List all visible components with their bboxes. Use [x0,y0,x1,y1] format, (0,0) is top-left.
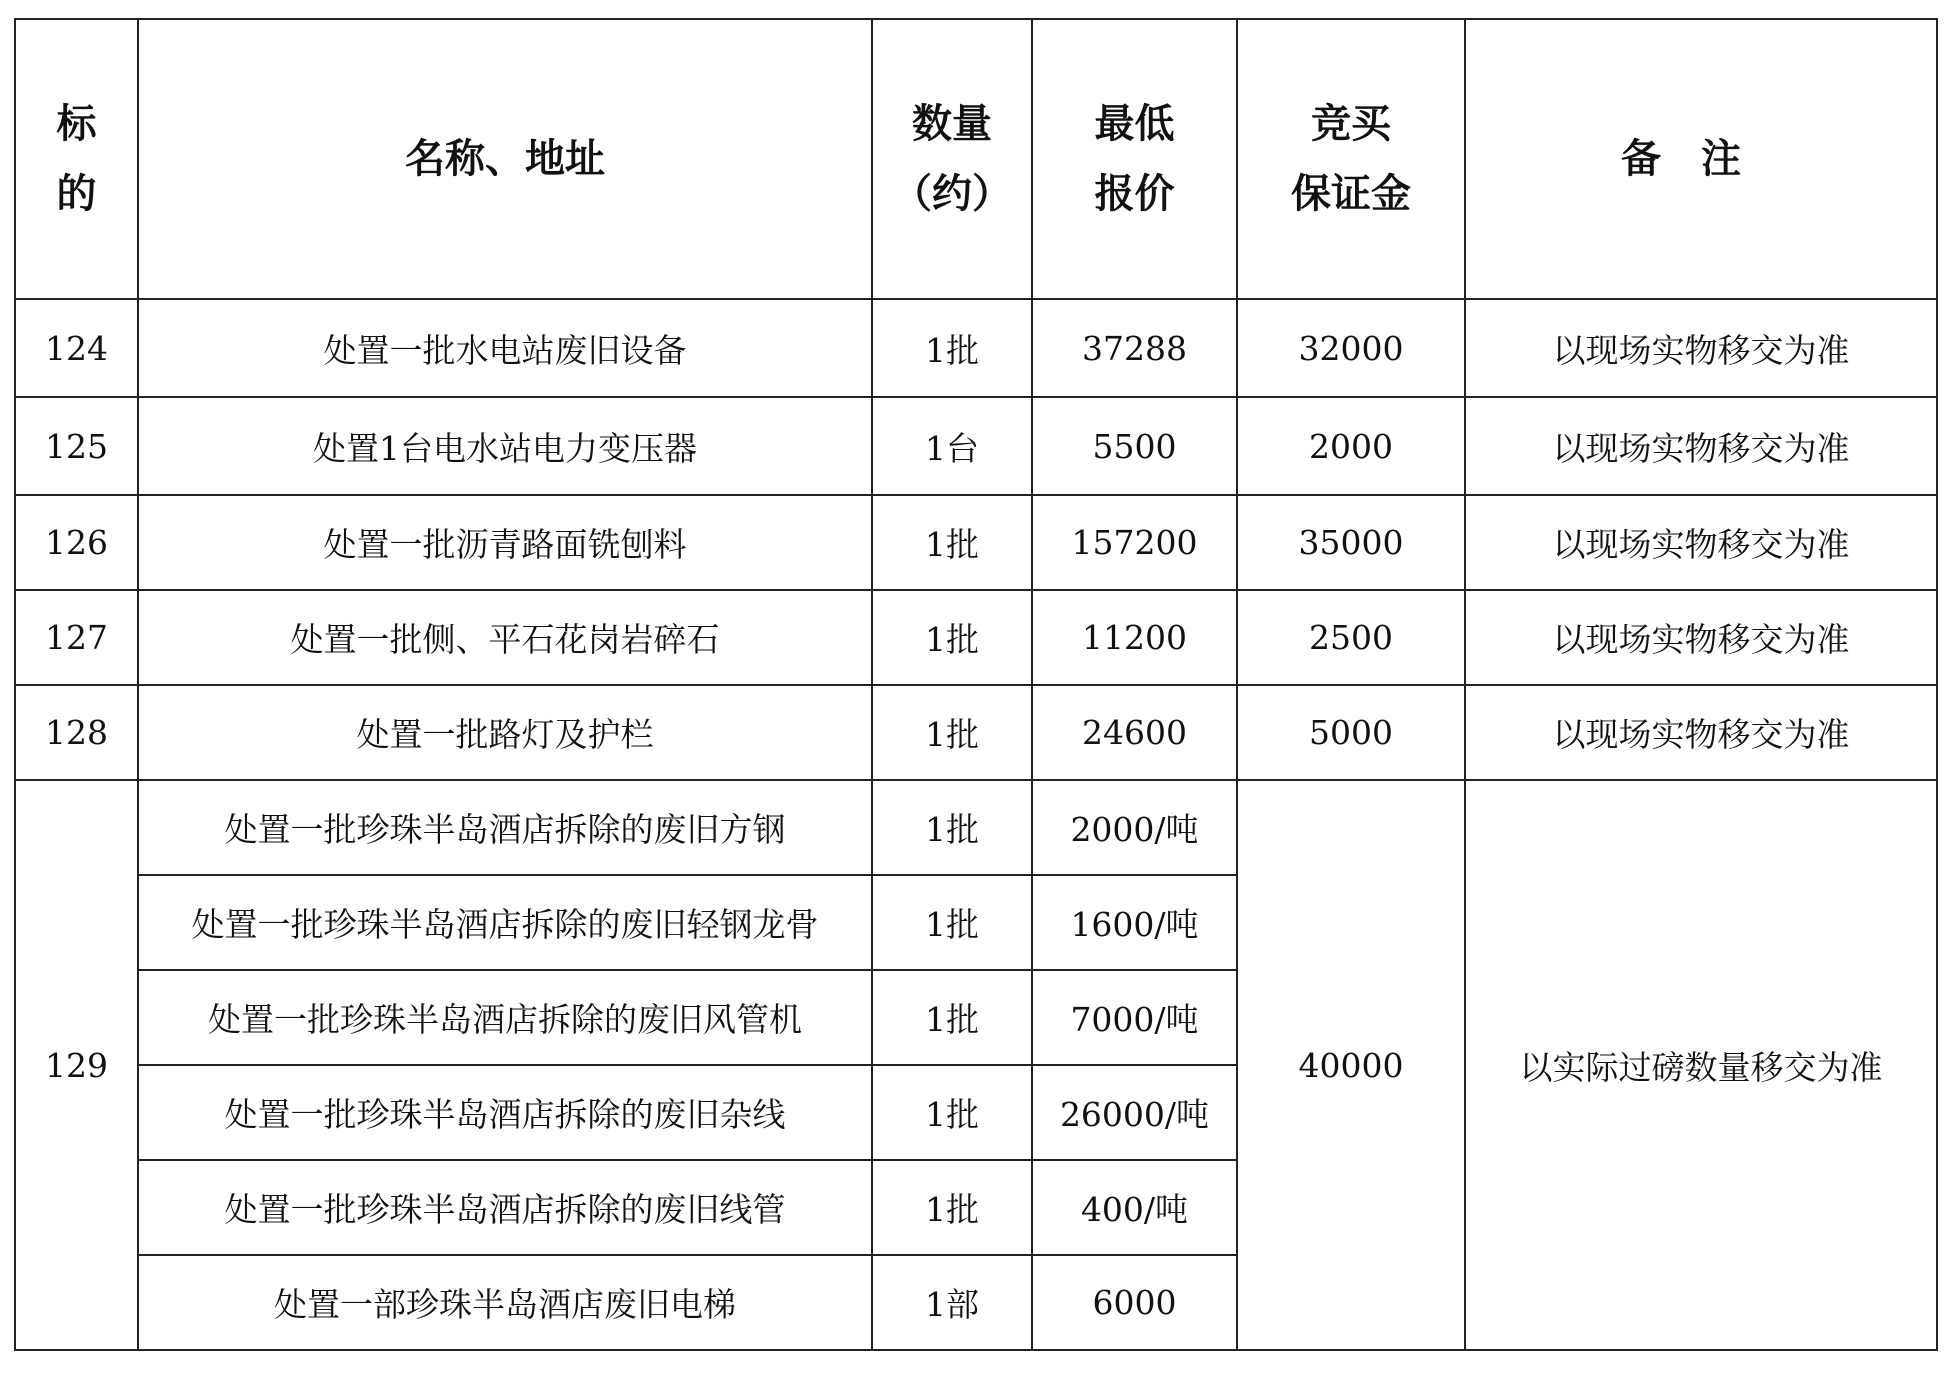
item-min-price: 1600/吨 [1032,875,1237,970]
item-memo: 以现场实物移交为准 [1465,495,1937,590]
item-quantity: 1批 [872,780,1032,875]
item-name: 处置一批沥青路面铣刨料 [138,495,872,590]
table-row [15,780,1937,875]
item-min-price: 6000 [1032,1255,1237,1350]
item-memo: 以现场实物移交为准 [1465,299,1937,397]
item-deposit: 32000 [1237,299,1465,397]
item-min-price: 37288 [1032,299,1237,397]
lot-number: 129 [15,780,138,1350]
item-memo: 以现场实物移交为准 [1465,397,1937,495]
item-min-price: 11200 [1032,590,1237,685]
header-deposit: 竞买 保证金 [1237,19,1465,299]
item-name: 处置一批珍珠半岛酒店拆除的废旧风管机 [138,970,872,1065]
item-memo: 以现场实物移交为准 [1465,685,1937,780]
table-row [15,590,1937,685]
item-name: 处置一批侧、平石花岗岩碎石 [138,590,872,685]
item-name: 处置一批水电站废旧设备 [138,299,872,397]
table-header-row [15,19,1937,299]
item-quantity: 1批 [872,970,1032,1065]
item-name: 处置一批路灯及护栏 [138,685,872,780]
item-quantity: 1批 [872,1160,1032,1255]
item-name: 处置1台电水站电力变压器 [138,397,872,495]
item-min-price: 2000/吨 [1032,780,1237,875]
lot-number: 127 [15,590,138,685]
item-name: 处置一批珍珠半岛酒店拆除的废旧杂线 [138,1065,872,1160]
table-row [15,397,1937,495]
item-name: 处置一部珍珠半岛酒店废旧电梯 [138,1255,872,1350]
item-name: 处置一批珍珠半岛酒店拆除的废旧线管 [138,1160,872,1255]
item-min-price: 7000/吨 [1032,970,1237,1065]
item-name: 处置一批珍珠半岛酒店拆除的废旧轻钢龙骨 [138,875,872,970]
item-deposit: 2500 [1237,590,1465,685]
item-deposit: 5000 [1237,685,1465,780]
item-memo: 以实际过磅数量移交为准 [1465,780,1937,1350]
item-quantity: 1部 [872,1255,1032,1350]
item-quantity: 1批 [872,875,1032,970]
item-name: 处置一批珍珠半岛酒店拆除的废旧方钢 [138,780,872,875]
header-quantity: 数量 （约） [872,19,1032,299]
item-quantity: 1台 [872,397,1032,495]
item-deposit: 2000 [1237,397,1465,495]
lot-number: 124 [15,299,138,397]
lot-number: 128 [15,685,138,780]
item-min-price: 400/吨 [1032,1160,1237,1255]
header-name: 名称、地址 [138,19,872,299]
item-deposit: 40000 [1237,780,1465,1350]
item-min-price: 157200 [1032,495,1237,590]
item-quantity: 1批 [872,685,1032,780]
auction-lot-table [14,18,1938,1351]
item-quantity: 1批 [872,495,1032,590]
item-quantity: 1批 [872,1065,1032,1160]
item-deposit: 35000 [1237,495,1465,590]
item-quantity: 1批 [872,299,1032,397]
lot-number: 126 [15,495,138,590]
item-quantity: 1批 [872,590,1032,685]
table-row [15,299,1937,397]
item-min-price: 26000/吨 [1032,1065,1237,1160]
header-lot: 标 的 [15,19,138,299]
lot-number: 125 [15,397,138,495]
header-min-price: 最低 报价 [1032,19,1237,299]
item-min-price: 24600 [1032,685,1237,780]
item-min-price: 5500 [1032,397,1237,495]
item-memo: 以现场实物移交为准 [1465,590,1937,685]
table-row [15,495,1937,590]
header-memo: 备注 [1465,19,1937,299]
table-row [15,685,1937,780]
